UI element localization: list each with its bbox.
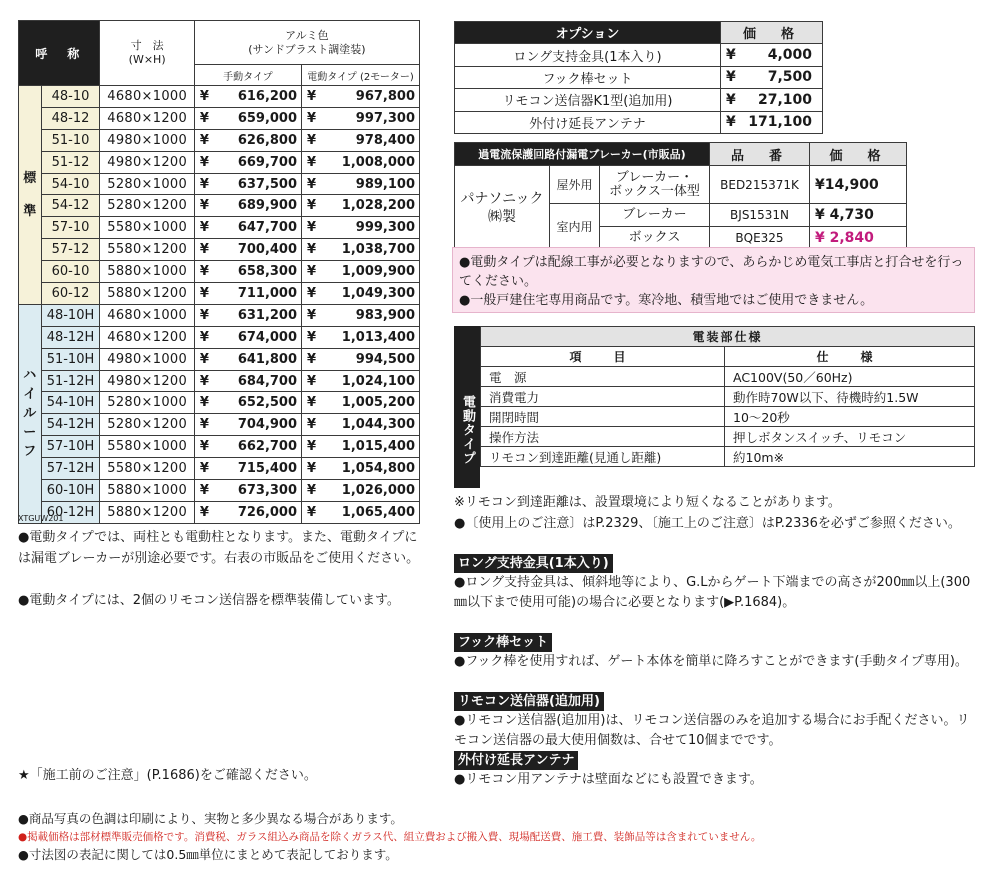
dimension: 5580×1200 xyxy=(100,458,194,480)
section-text-long-bracket: ●ロング支持金具は、傾斜地等により、G.Lからゲート下端までの高さが200㎜以上(300㎜以下まで使用可能)の場合に必要となります(▶P.1684)。 xyxy=(454,575,971,610)
manual-price xyxy=(194,392,301,414)
option-price xyxy=(721,89,823,111)
model-code: 57-10 xyxy=(41,217,100,239)
manual-price xyxy=(194,501,301,523)
section-label-hook-rod: フック棒セット xyxy=(454,633,552,652)
option-name: フック棒セット xyxy=(455,66,721,88)
yen-sign: ¥ xyxy=(307,439,317,455)
price-value: 684,700 xyxy=(237,373,298,389)
electric-price xyxy=(302,480,420,502)
price-row xyxy=(19,348,420,370)
yen-sign: ¥ xyxy=(307,285,317,301)
price-row xyxy=(19,239,420,261)
model-code: 54-10 xyxy=(41,173,100,195)
yen-sign: ¥ xyxy=(307,504,317,520)
model-code: 60-10H xyxy=(41,480,100,502)
price-value: 1,013,400 xyxy=(341,329,415,345)
price-value: 700,400 xyxy=(237,242,298,258)
price-value: 983,900 xyxy=(355,307,415,323)
model-code: 48-10H xyxy=(41,304,100,326)
price-value: 1,008,000 xyxy=(341,154,415,170)
electric-price xyxy=(302,283,420,305)
electric-price xyxy=(302,217,420,239)
manual-price xyxy=(194,283,301,305)
yen-sign: ¥ xyxy=(199,307,209,323)
breaker-header-part: 品 番 xyxy=(710,143,810,166)
pink-notice-box xyxy=(452,247,975,313)
breaker-maker-text: パナソニック ㈱製 xyxy=(460,190,544,225)
price-table-body xyxy=(19,86,420,524)
price-row xyxy=(19,392,420,414)
yen-sign: ¥ xyxy=(199,373,209,389)
breaker-maker xyxy=(455,166,550,250)
caution-note: ●〔使用上のご注意〕はP.2329、〔施工上のご注意〕はP.2336を必ずご参照ください。 xyxy=(454,516,961,531)
model-code: 51-10H xyxy=(41,348,100,370)
option-row xyxy=(455,44,823,66)
price-value: 711,000 xyxy=(237,285,298,301)
section-label-long-bracket: ロング支持金具(1本入り) xyxy=(454,554,613,573)
price-row xyxy=(19,195,420,217)
price-value: 1,026,000 xyxy=(341,482,415,498)
breaker-table xyxy=(454,142,907,250)
yen-sign: ¥ xyxy=(307,307,317,323)
price-row xyxy=(19,86,420,108)
price-row xyxy=(19,480,420,502)
yen-sign: ¥ xyxy=(199,110,209,126)
pink-note-2: ●一般戸建住宅専用商品です。寒冷地、積雪地ではご使用できません。 xyxy=(459,293,874,308)
manual-price xyxy=(194,304,301,326)
dimension: 5880×1200 xyxy=(100,501,194,523)
price-table xyxy=(18,20,420,524)
spec-table xyxy=(480,326,975,467)
price-value: 1,024,100 xyxy=(341,373,415,389)
product-code: XTGUW201 xyxy=(18,514,64,523)
spec-value: 押しボタンスイッチ、リモコン xyxy=(725,427,975,447)
option-price xyxy=(721,111,823,133)
dimension: 5580×1000 xyxy=(100,217,194,239)
electric-price xyxy=(302,261,420,283)
dimension: 4980×1000 xyxy=(100,129,194,151)
price-row xyxy=(19,151,420,173)
price-row xyxy=(19,458,420,480)
yen-sign: ¥ xyxy=(199,461,209,477)
price-value: 659,000 xyxy=(237,110,298,126)
price-value: 704,900 xyxy=(237,417,298,433)
manual-price xyxy=(194,370,301,392)
header-manual: 手動タイプ xyxy=(194,65,301,86)
yen-sign: ¥ xyxy=(199,176,209,192)
price-value: 658,300 xyxy=(237,264,298,280)
header-dimension-unit: (W×H) xyxy=(128,53,166,66)
price-value: 1,005,200 xyxy=(341,395,415,411)
electric-price xyxy=(302,107,420,129)
spec-value: 10〜20秒 xyxy=(725,407,975,427)
yen-sign: ¥ xyxy=(199,439,209,455)
breaker-header-price: 価 格 xyxy=(810,143,907,166)
yen-sign: ¥ xyxy=(199,154,209,170)
price-value: 999,300 xyxy=(355,220,415,236)
price-value: 662,700 xyxy=(237,439,298,455)
price-value: 689,900 xyxy=(237,198,298,214)
header-name: 呼 称 xyxy=(19,21,100,86)
electric-price xyxy=(302,326,420,348)
model-code: 60-12H xyxy=(41,501,100,523)
option-price xyxy=(721,66,823,88)
price-value: 669,700 xyxy=(237,154,298,170)
option-table xyxy=(454,21,823,134)
manual-price xyxy=(194,239,301,261)
price-row xyxy=(19,217,420,239)
price-row xyxy=(19,304,420,326)
yen-sign: ¥ xyxy=(199,482,209,498)
star-note: ★「施工前のご注意」(P.1686)をご確認ください。 xyxy=(18,768,317,783)
price-value: 27,100 xyxy=(757,91,812,108)
electric-price xyxy=(302,86,420,108)
price-value: 652,500 xyxy=(237,395,298,411)
spec-item: 電 源 xyxy=(481,367,725,387)
price-value: 1,054,800 xyxy=(341,461,415,477)
yen-sign: ¥ xyxy=(199,351,209,367)
price-value: 715,400 xyxy=(237,461,298,477)
left-note-1: ●電動タイプでは、両柱とも電動柱となります。また、電動タイプには漏電ブレーカーが別途必要です。右表の市販品をご使用ください。 xyxy=(18,530,420,566)
header-aluminum-label: アルミ色 xyxy=(285,28,329,42)
header-dimension xyxy=(100,21,194,86)
yen-sign: ¥ xyxy=(726,114,736,131)
model-code: 54-12H xyxy=(41,414,100,436)
spec-value: 約10m※ xyxy=(725,447,975,467)
electric-price xyxy=(302,151,420,173)
spec-item: リモコン到達距離(見通し距離) xyxy=(481,447,725,467)
dimension: 5880×1000 xyxy=(100,261,194,283)
price-row xyxy=(19,129,420,151)
manual-price xyxy=(194,261,301,283)
yen-sign: ¥ xyxy=(199,417,209,433)
dimension: 5280×1000 xyxy=(100,392,194,414)
electric-price xyxy=(302,392,420,414)
manual-price xyxy=(194,348,301,370)
dimension: 5880×1200 xyxy=(100,283,194,305)
option-name: 外付け延長アンテナ xyxy=(455,111,721,133)
electric-price xyxy=(302,173,420,195)
price-value: 1,028,200 xyxy=(341,198,415,214)
electric-price xyxy=(302,348,420,370)
spec-row xyxy=(481,427,975,447)
dimension: 4980×1200 xyxy=(100,151,194,173)
price-value: 637,500 xyxy=(237,176,298,192)
footer-note-2: ●掲載価格は部材標準販売価格です。消費税、ガラス組込み商品を除くガラス代、組立費および搬入費、現場配送費、施工費、装飾品等は含まれていません。 xyxy=(18,831,762,843)
price-value: 989,100 xyxy=(355,176,415,192)
yen-sign: ¥ xyxy=(199,242,209,258)
yen-sign: ¥ xyxy=(199,329,209,345)
spec-item: 操作方法 xyxy=(481,427,725,447)
model-code: 51-10 xyxy=(41,129,100,151)
price-row xyxy=(19,501,420,523)
manual-price xyxy=(194,217,301,239)
electric-price xyxy=(302,414,420,436)
model-code: 54-12 xyxy=(41,195,100,217)
header-aluminum xyxy=(194,21,419,65)
spec-title: 電装部仕様 xyxy=(481,327,975,347)
electric-price xyxy=(302,304,420,326)
option-header-price: 価 格 xyxy=(721,22,823,44)
spec-row xyxy=(481,447,975,467)
dimension: 4680×1200 xyxy=(100,326,194,348)
footer-note-1: ●商品写真の色調は印刷により、実物と多少異なる場合があります。 xyxy=(18,811,403,826)
dimension: 4680×1200 xyxy=(100,107,194,129)
yen-sign: ¥ xyxy=(307,373,317,389)
group-standard: 標 準 xyxy=(19,86,42,305)
spec-header-spec: 仕 様 xyxy=(725,347,975,367)
header-electric: 電動タイプ (2モーター) xyxy=(302,65,420,86)
price-value: 674,000 xyxy=(237,329,298,345)
model-code: 57-10H xyxy=(41,436,100,458)
manual-price xyxy=(194,129,301,151)
dimension: 4980×1000 xyxy=(100,348,194,370)
manual-price xyxy=(194,414,301,436)
model-code: 60-10 xyxy=(41,261,100,283)
breaker-item: ブレーカー xyxy=(600,204,710,227)
footer-note-3: ●寸法図の表記に関しては0.5㎜単位にまとめて表記しております。 xyxy=(18,847,398,862)
option-name: ロング支持金具(1本入り) xyxy=(455,44,721,66)
option-header-name: オプション xyxy=(455,22,721,44)
yen-sign: ¥ xyxy=(307,88,317,104)
price-row xyxy=(19,436,420,458)
price-value: 1,015,400 xyxy=(341,439,415,455)
price-value: 994,500 xyxy=(355,351,415,367)
price-value: 1,044,300 xyxy=(341,417,415,433)
yen-sign: ¥ xyxy=(307,220,317,236)
breaker-part-number: BQE325 xyxy=(710,227,810,250)
price-value: 1,049,300 xyxy=(341,285,415,301)
spec-item: 開閉時間 xyxy=(481,407,725,427)
price-value: 626,800 xyxy=(237,132,298,148)
spec-row xyxy=(481,367,975,387)
yen-sign: ¥ xyxy=(726,47,736,64)
spec-item: 消費電力 xyxy=(481,387,725,407)
spec-value: AC100V(50／60Hz) xyxy=(725,367,975,387)
price-value: 726,000 xyxy=(237,504,298,520)
electric-price xyxy=(302,501,420,523)
manual-price xyxy=(194,436,301,458)
price-row xyxy=(19,326,420,348)
price-value: 997,300 xyxy=(355,110,415,126)
header-aluminum-finish: (サンドブラスト調塗装) xyxy=(248,42,366,56)
electric-price xyxy=(302,370,420,392)
yen-sign: ¥ xyxy=(307,264,317,280)
model-code: 60-12 xyxy=(41,283,100,305)
breaker-location-indoor: 室内用 xyxy=(550,204,600,250)
breaker-item-text: ブレーカー・ ボックス一体型 xyxy=(609,169,700,199)
yen-sign: ¥ xyxy=(307,242,317,258)
option-row xyxy=(455,89,823,111)
model-code: 48-12H xyxy=(41,326,100,348)
price-value: 631,200 xyxy=(237,307,298,323)
price-row xyxy=(19,173,420,195)
price-value: 1,065,400 xyxy=(341,504,415,520)
price-row xyxy=(19,261,420,283)
model-code: 54-10H xyxy=(41,392,100,414)
price-value: 616,200 xyxy=(237,88,298,104)
price-value: 647,700 xyxy=(237,220,298,236)
price-value: 4,000 xyxy=(767,47,812,64)
yen-sign: ¥ xyxy=(199,285,209,301)
spec-value: 動作時70W以下、待機時約1.5W xyxy=(725,387,975,407)
model-code: 57-12 xyxy=(41,239,100,261)
electric-price xyxy=(302,239,420,261)
breaker-price: ¥14,900 xyxy=(810,166,907,204)
breaker-price: ¥ 4,730 xyxy=(810,204,907,227)
price-value: 641,800 xyxy=(237,351,298,367)
group-high-roof: ハ イ ル ー フ xyxy=(19,304,42,523)
yen-sign: ¥ xyxy=(307,198,317,214)
electric-price xyxy=(302,436,420,458)
manual-price xyxy=(194,458,301,480)
section-label-remote: リモコン送信器(追加用) xyxy=(454,692,604,711)
yen-sign: ¥ xyxy=(726,69,736,86)
left-note-2: ●電動タイプには、2個のリモコン送信器を標準装備しています。 xyxy=(18,593,400,608)
yen-sign: ¥ xyxy=(307,329,317,345)
yen-sign: ¥ xyxy=(726,91,736,108)
yen-sign: ¥ xyxy=(199,88,209,104)
electric-price xyxy=(302,195,420,217)
dimension: 4680×1000 xyxy=(100,304,194,326)
price-value: 171,100 xyxy=(748,114,812,131)
manual-price xyxy=(194,173,301,195)
manual-price xyxy=(194,326,301,348)
yen-sign: ¥ xyxy=(199,220,209,236)
spec-side-label: 電動タイプ xyxy=(454,326,480,488)
dimension: 5580×1200 xyxy=(100,239,194,261)
yen-sign: ¥ xyxy=(199,132,209,148)
price-row xyxy=(19,107,420,129)
price-row xyxy=(19,414,420,436)
section-text-remote: ●リモコン送信器(追加用)は、リモコン送信器のみを追加する場合にお手配ください。リモコン送信器の最大使用個数は、合せて10個までです。 xyxy=(454,713,970,748)
breaker-price: ¥ 2,840 xyxy=(810,227,907,250)
dimension: 5880×1000 xyxy=(100,480,194,502)
dimension: 5280×1200 xyxy=(100,195,194,217)
price-value: 1,009,900 xyxy=(341,264,415,280)
manual-price xyxy=(194,480,301,502)
dimension: 5280×1200 xyxy=(100,414,194,436)
yen-sign: ¥ xyxy=(307,395,317,411)
price-row xyxy=(19,370,420,392)
dimension: 5280×1000 xyxy=(100,173,194,195)
spec-row xyxy=(481,387,975,407)
header-dimension-label: 寸 法 xyxy=(130,39,164,52)
spec-table-body xyxy=(481,367,975,467)
model-code: 51-12 xyxy=(41,151,100,173)
yen-sign: ¥ xyxy=(307,154,317,170)
electric-price xyxy=(302,458,420,480)
section-text-hook-rod: ●フック棒を使用すれば、ゲート本体を簡単に降ろすことができます(手動タイプ専用)。 xyxy=(454,654,968,669)
electric-price xyxy=(302,129,420,151)
breaker-location-outdoor: 屋外用 xyxy=(550,166,600,204)
manual-price xyxy=(194,195,301,217)
yen-sign: ¥ xyxy=(199,198,209,214)
spec-row xyxy=(481,407,975,427)
yen-sign: ¥ xyxy=(307,351,317,367)
price-value: 7,500 xyxy=(767,69,812,86)
option-price xyxy=(721,44,823,66)
yen-sign: ¥ xyxy=(199,395,209,411)
price-row xyxy=(19,283,420,305)
price-value: 978,400 xyxy=(355,132,415,148)
spec-header-item: 項 目 xyxy=(481,347,725,367)
price-value: 1,038,700 xyxy=(341,242,415,258)
manual-price xyxy=(194,86,301,108)
yen-sign: ¥ xyxy=(307,417,317,433)
model-code: 57-12H xyxy=(41,458,100,480)
breaker-part-number: BED215371K xyxy=(710,166,810,204)
price-value: 673,300 xyxy=(237,482,298,498)
section-text-antenna: ●リモコン用アンテナは壁面などにも設置できます。 xyxy=(454,772,763,787)
dimension: 4980×1200 xyxy=(100,370,194,392)
dimension: 4680×1000 xyxy=(100,86,194,108)
section-label-antenna: 外付け延長アンテナ xyxy=(454,751,578,770)
electrical-spec xyxy=(454,326,974,488)
breaker-header-title: 過電流保護回路付漏電ブレーカー(市販品) xyxy=(455,143,710,166)
model-code: 48-10 xyxy=(41,86,100,108)
remote-range-note: ※リモコン到達距離は、設置環境により短くなることがあります。 xyxy=(454,495,841,510)
breaker-item: ボックス xyxy=(600,227,710,250)
option-table-body xyxy=(455,44,823,134)
yen-sign: ¥ xyxy=(307,461,317,477)
yen-sign: ¥ xyxy=(307,482,317,498)
price-value: 967,800 xyxy=(355,88,415,104)
breaker-item xyxy=(600,166,710,204)
model-code: 51-12H xyxy=(41,370,100,392)
model-code: 48-12 xyxy=(41,107,100,129)
dimension: 5580×1000 xyxy=(100,436,194,458)
yen-sign: ¥ xyxy=(199,264,209,280)
yen-sign: ¥ xyxy=(199,504,209,520)
option-row xyxy=(455,111,823,133)
option-name: リモコン送信器K1型(追加用) xyxy=(455,89,721,111)
yen-sign: ¥ xyxy=(307,132,317,148)
manual-price xyxy=(194,107,301,129)
yen-sign: ¥ xyxy=(307,176,317,192)
yen-sign: ¥ xyxy=(307,110,317,126)
breaker-part-number: BJS1531N xyxy=(710,204,810,227)
pink-note-1: ●電動タイプは配線工事が必要となりますので、あらかじめ電気工事店と打合せを行ってください。 xyxy=(459,255,964,289)
manual-price xyxy=(194,151,301,173)
option-row xyxy=(455,66,823,88)
